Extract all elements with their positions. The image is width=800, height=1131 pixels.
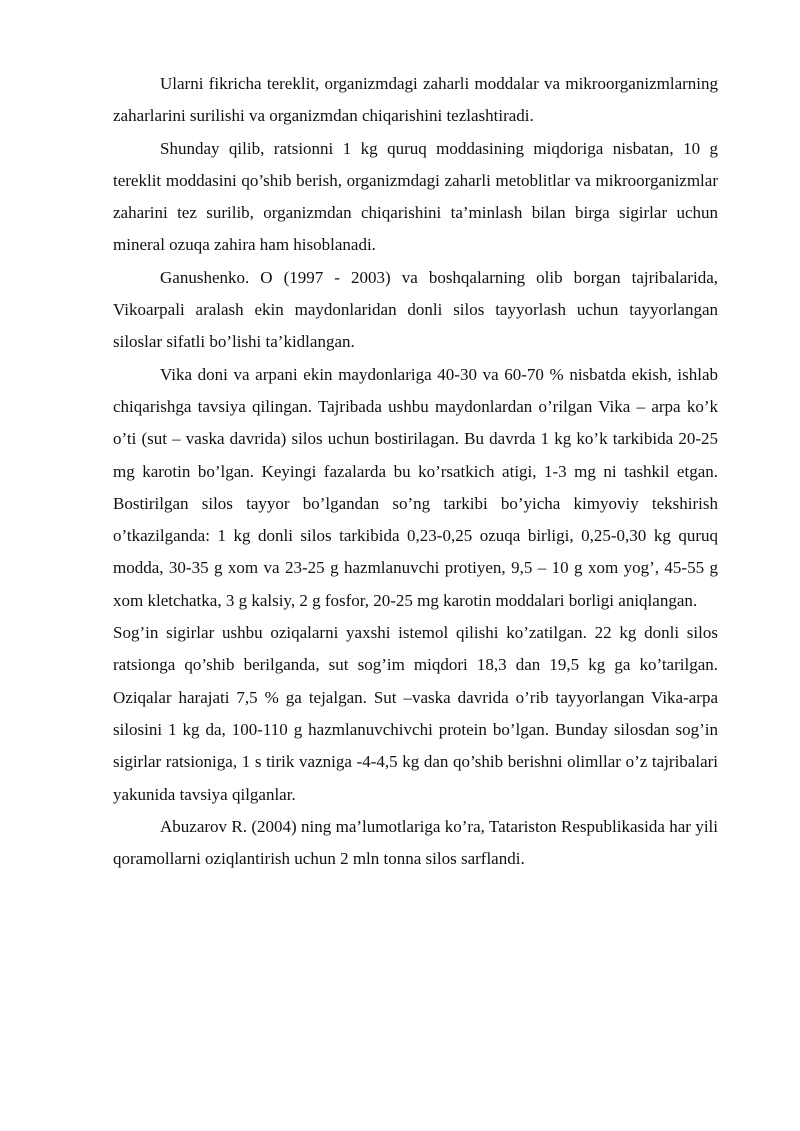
paragraph-2: Shunday qilib, ratsionni 1 kg quruq moddasining miqdoriga nisbatan, 10 g tereklit moddasini qo’shib berish, organizmdagi zaharli metoblitlar va mikroorganizmlar zaharini tez surilib, organizmdan chiqarishini ta’minlash bilan birga sigirlar uchun mineral ozuqa zahira ham hisoblanadi. <box>113 138 718 255</box>
paragraph-3: Ganushenko. O (1997 - 2003) va boshqalarning olib borgan tajribalarida, Vikoarpali aralash ekin maydonlaridan donli silos tayyorlash uchun tayyorlangan siloslar sifatli bo’lishi ta’kidlangan. <box>113 267 718 352</box>
paragraph-4: Vika doni va arpani ekin maydonlariga 40-30 va 60-70 % nisbatda ekish, ishlab chiqarishga tavsiya qilingan. Tajribada ushbu maydonlardan o’rilgan Vika – arpa ko’k o’ti (sut – vaska davrida) silos uchun bostirilagan. Bu davrda 1 kg ko’k tarkibida 20-25 mg karotin bo’lgan. Keyingi fazalarda bu ko’rsatkich atigi, 1-3 mg ni tashkil etgan. Bostirilgan silos tayyor bo’lgandan so’ng tarkibi bo’yicha kimyoviy tekshirish o’tkazilganda: 1 kg donli silos tarkibida 0,23-0,25 ozuqa birligi, 0,25-0,30 kg quruq modda, 30-35 g xom va 23-25 g hazmlanuvchi protiyen, 9,5 – 10 g xom yog’, 45-55 g xom kletchatka, 3 g kalsiy, 2 g fosfor, 20-25 mg karotin moddalari borligi aniqlangan. <box>113 364 718 610</box>
paragraph-5: Sog’in sigirlar ushbu oziqalarni yaxshi istemol qilishi ko’zatilgan. 22 kg donli silos ratsionga qo’shib berilganda, sut sog’im miqdori 18,3 dan 19,5 kg ga ko’tarilgan. Oziqalar harajati 7,5 % ga tejalgan. Sut –vaska davrida o’rib tayyorlangan Vika-arpa silosini 1 kg da, 100-110 g hazmlanuvchivchi protein bo’lgan. Bunday silosdan sog’in sigirlar ratsioniga, 1 s tirik vazniga -4-4,5 kg dan qo’shib berishni olimllar o’z tajribalari yakunida tavsiya qilganlar. <box>113 623 718 804</box>
paragraph-6: Abuzarov R. (2004) ning ma’lumotlariga ko’ra, Tatariston Respublikasida har yili qoramollarni oziqlantirish uchun 2 mln tonna silos sarflandi. <box>113 816 718 869</box>
document-page <box>113 68 718 875</box>
paragraph-1: Ularni fikricha tereklit, organizmdagi zaharli moddalar va mikroorganizmlarning zaharlarini surilishi va organizmdan chiqarishini tezlashtiradi. <box>113 74 718 126</box>
